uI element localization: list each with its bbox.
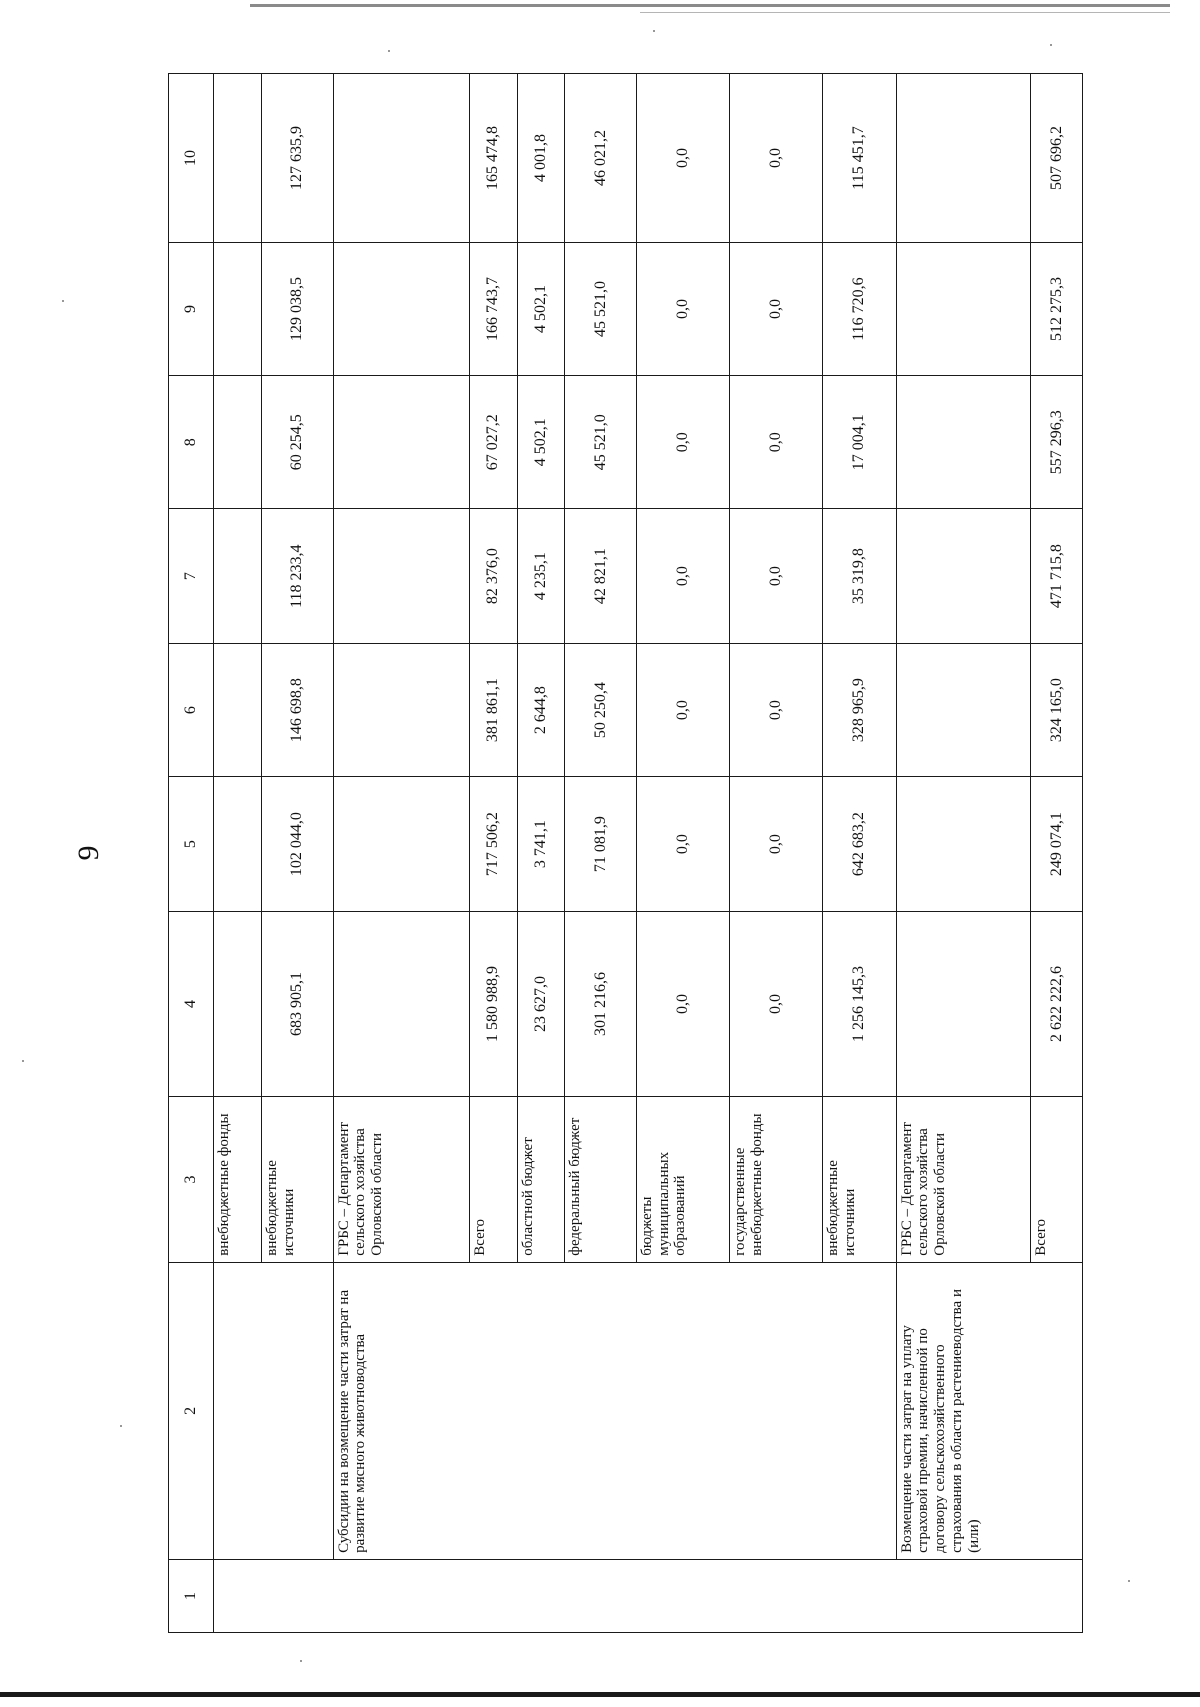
scan-speck	[22, 1060, 24, 1062]
value-cell	[896, 911, 1030, 1096]
value-cell: 127 635,9	[262, 74, 333, 243]
scan-edge-top-faint	[640, 12, 1170, 13]
value-cell	[333, 911, 469, 1096]
source-cell: Всего	[1030, 1097, 1082, 1263]
source-cell: федеральный бюджет	[565, 1097, 636, 1263]
source-cell: областной бюджет	[517, 1097, 565, 1263]
value-cell: 0,0	[636, 911, 729, 1096]
value-cell: 50 250,4	[565, 644, 636, 777]
value-cell: 0,0	[636, 242, 729, 375]
page-number: 9	[72, 845, 105, 861]
source-cell: государственные внебюджетные фонды	[729, 1097, 822, 1263]
table-row	[896, 74, 1030, 1633]
value-cell: 381 861,1	[470, 644, 518, 777]
activity-cell: Возмещение части затрат на уплату страховой премии, начисленной по договору сельскохозяйственного страхования в области растениеводства и (или)	[896, 1262, 1082, 1559]
value-cell: 557 296,3	[1030, 376, 1082, 509]
value-cell: 0,0	[729, 911, 822, 1096]
column-header: 4	[169, 911, 214, 1096]
value-cell: 0,0	[636, 74, 729, 243]
value-cell: 146 698,8	[262, 644, 333, 777]
value-cell: 82 376,0	[470, 509, 518, 644]
value-cell: 0,0	[636, 777, 729, 912]
value-cell: 116 720,6	[823, 242, 897, 375]
value-cell: 71 081,9	[565, 777, 636, 912]
rotated-table-wrapper	[168, 73, 1083, 1633]
value-cell	[214, 644, 262, 777]
value-cell: 102 044,0	[262, 777, 333, 912]
value-cell: 42 821,1	[565, 509, 636, 644]
value-cell: 46 021,2	[565, 74, 636, 243]
value-cell: 683 905,1	[262, 911, 333, 1096]
table-row	[333, 74, 469, 1633]
value-cell	[333, 74, 469, 243]
column-header: 2	[169, 1262, 214, 1559]
scan-speck	[62, 300, 64, 302]
source-cell: Всего	[470, 1097, 518, 1263]
value-cell	[333, 777, 469, 912]
value-cell: 4 001,8	[517, 74, 565, 243]
value-cell: 0,0	[729, 644, 822, 777]
value-cell	[214, 242, 262, 375]
value-cell: 4 235,1	[517, 509, 565, 644]
funding-table	[168, 73, 1083, 1633]
value-cell: 2 644,8	[517, 644, 565, 777]
value-cell: 0,0	[636, 376, 729, 509]
value-cell: 717 506,2	[470, 777, 518, 912]
value-cell: 4 502,1	[517, 242, 565, 375]
activity-cell	[214, 1262, 333, 1559]
value-cell: 4 502,1	[517, 376, 565, 509]
value-cell: 512 275,3	[1030, 242, 1082, 375]
value-cell	[896, 509, 1030, 644]
value-cell: 0,0	[729, 242, 822, 375]
value-cell	[896, 777, 1030, 912]
value-cell: 471 715,8	[1030, 509, 1082, 644]
value-cell: 35 319,8	[823, 509, 897, 644]
row-number-cell	[214, 1559, 1083, 1632]
value-cell	[333, 376, 469, 509]
column-header: 9	[169, 242, 214, 375]
value-cell	[896, 644, 1030, 777]
column-header: 6	[169, 644, 214, 777]
source-cell: бюджеты муниципальных образований	[636, 1097, 729, 1263]
scan-speck	[388, 50, 390, 52]
source-cell: внебюджетные источники	[823, 1097, 897, 1263]
source-cell: ГРБС – Департамент сельского хозяйства Орловской области	[896, 1097, 1030, 1263]
scan-edge-bottom	[0, 1692, 1200, 1697]
value-cell: 165 474,8	[470, 74, 518, 243]
value-cell: 1 580 988,9	[470, 911, 518, 1096]
value-cell: 67 027,2	[470, 376, 518, 509]
value-cell: 507 696,2	[1030, 74, 1082, 243]
value-cell	[333, 644, 469, 777]
value-cell: 118 233,4	[262, 509, 333, 644]
column-header: 8	[169, 376, 214, 509]
value-cell: 2 622 222,6	[1030, 911, 1082, 1096]
source-cell: внебюджетные источники	[262, 1097, 333, 1263]
value-cell: 0,0	[729, 509, 822, 644]
scan-speck	[1128, 1580, 1130, 1582]
value-cell: 642 683,2	[823, 777, 897, 912]
value-cell: 115 451,7	[823, 74, 897, 243]
header-row	[169, 74, 214, 1633]
column-header: 3	[169, 1097, 214, 1263]
value-cell: 328 965,9	[823, 644, 897, 777]
value-cell: 129 038,5	[262, 242, 333, 375]
value-cell: 301 216,6	[565, 911, 636, 1096]
value-cell: 0,0	[636, 509, 729, 644]
value-cell	[214, 777, 262, 912]
scan-speck	[300, 1660, 302, 1662]
scan-edge-top	[250, 4, 1170, 7]
table-row	[214, 74, 262, 1633]
scan-speck	[120, 1425, 122, 1427]
column-header: 10	[169, 74, 214, 243]
value-cell: 45 521,0	[565, 242, 636, 375]
value-cell	[333, 242, 469, 375]
value-cell: 166 743,7	[470, 242, 518, 375]
column-header: 7	[169, 509, 214, 644]
value-cell: 0,0	[729, 376, 822, 509]
scan-speck	[1050, 44, 1052, 46]
value-cell: 0,0	[636, 644, 729, 777]
value-cell	[896, 74, 1030, 243]
value-cell: 1 256 145,3	[823, 911, 897, 1096]
source-cell: ГРБС – Департамент сельского хозяйства Орловской области	[333, 1097, 469, 1263]
value-cell	[214, 376, 262, 509]
value-cell: 45 521,0	[565, 376, 636, 509]
value-cell: 0,0	[729, 74, 822, 243]
column-header: 1	[169, 1559, 214, 1632]
value-cell: 249 074,1	[1030, 777, 1082, 912]
scan-speck	[653, 30, 655, 32]
value-cell	[896, 242, 1030, 375]
value-cell: 3 741,1	[517, 777, 565, 912]
column-header: 5	[169, 777, 214, 912]
value-cell	[214, 74, 262, 243]
value-cell: 23 627,0	[517, 911, 565, 1096]
activity-cell: Субсидии на возмещение части затрат на развитие мясного животноводства	[333, 1262, 896, 1559]
value-cell	[896, 376, 1030, 509]
value-cell	[333, 509, 469, 644]
value-cell: 17 004,1	[823, 376, 897, 509]
value-cell: 0,0	[729, 777, 822, 912]
value-cell	[214, 509, 262, 644]
value-cell: 324 165,0	[1030, 644, 1082, 777]
source-cell: внебюджетные фонды	[214, 1097, 262, 1263]
value-cell: 60 254,5	[262, 376, 333, 509]
value-cell	[214, 911, 262, 1096]
